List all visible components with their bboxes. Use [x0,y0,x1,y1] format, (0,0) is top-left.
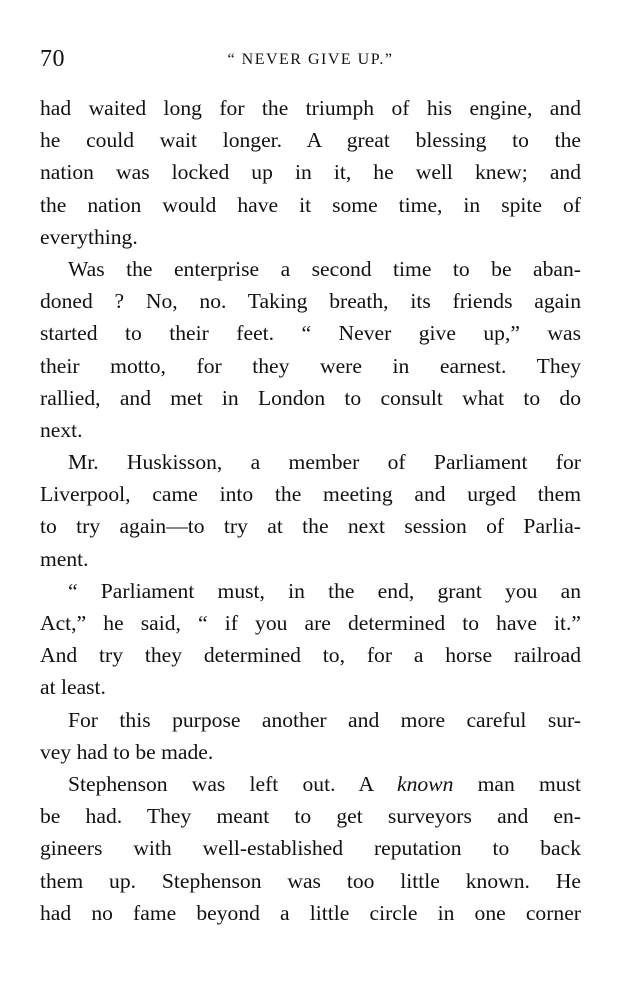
body-text [40,92,581,929]
paragraph [40,446,581,575]
text-line: And try they determined to, for a horse railroad [40,643,581,668]
text-line: ment. [40,546,89,571]
text-line: Mr. Huskisson, a member of Parliament for [68,450,581,475]
text-line: their motto, for they were in earnest. They [40,353,581,378]
page-number: 70 [40,46,65,72]
text-line: nation was locked up in it, he well knew; and [40,160,581,185]
paragraph [40,704,581,768]
text-line: Act,” he said, “ if you are determined to have it.” [40,611,581,635]
text-line: had no fame beyond a little circle in one corner [40,900,581,925]
text-line: “ Parliament must, in the end, grant you an [68,578,581,603]
text-line: at least. [40,675,106,700]
text-line: For this purpose another and more careful sur- [68,707,581,732]
paragraph [40,575,581,704]
text-line: gineers with well-established reputation to back [40,836,581,861]
text-line: to try again—to try at the next session of Parlia- [40,514,581,539]
running-title: “ NEVER GIVE UP.” [227,51,394,68]
text-line: the nation would have it some time, in spite of [40,192,581,217]
page-header [40,46,581,74]
text-line: everything. [40,224,138,249]
text-line: them up. Stephenson was too little known. He [40,868,581,893]
italic-word: known [397,771,454,796]
text-segment: man must [453,771,581,796]
text-line: started to their feet. “ Never give up,” was [40,321,581,346]
paragraph [40,253,581,446]
text-line [40,768,581,800]
text-line: vey had to be made. [40,739,214,764]
text-line: doned ? No, no. Taking breath, its friends again [40,289,581,314]
text-line: he could wait longer. A great blessing to the [40,128,581,153]
paragraph [40,92,581,253]
text-line: be had. They meant to get surveyors and en- [40,804,581,829]
paragraph [40,768,581,929]
text-line: Liverpool, came into the meeting and urged them [40,482,581,507]
text-line: Was the enterprise a second time to be aban- [68,256,581,281]
text-line: had waited long for the triumph of his engine, and [40,96,581,120]
text-line: next. [40,417,83,442]
text-segment: Stephenson was left out. A [68,771,398,796]
text-line: rallied, and met in London to consult what to do [40,385,581,410]
